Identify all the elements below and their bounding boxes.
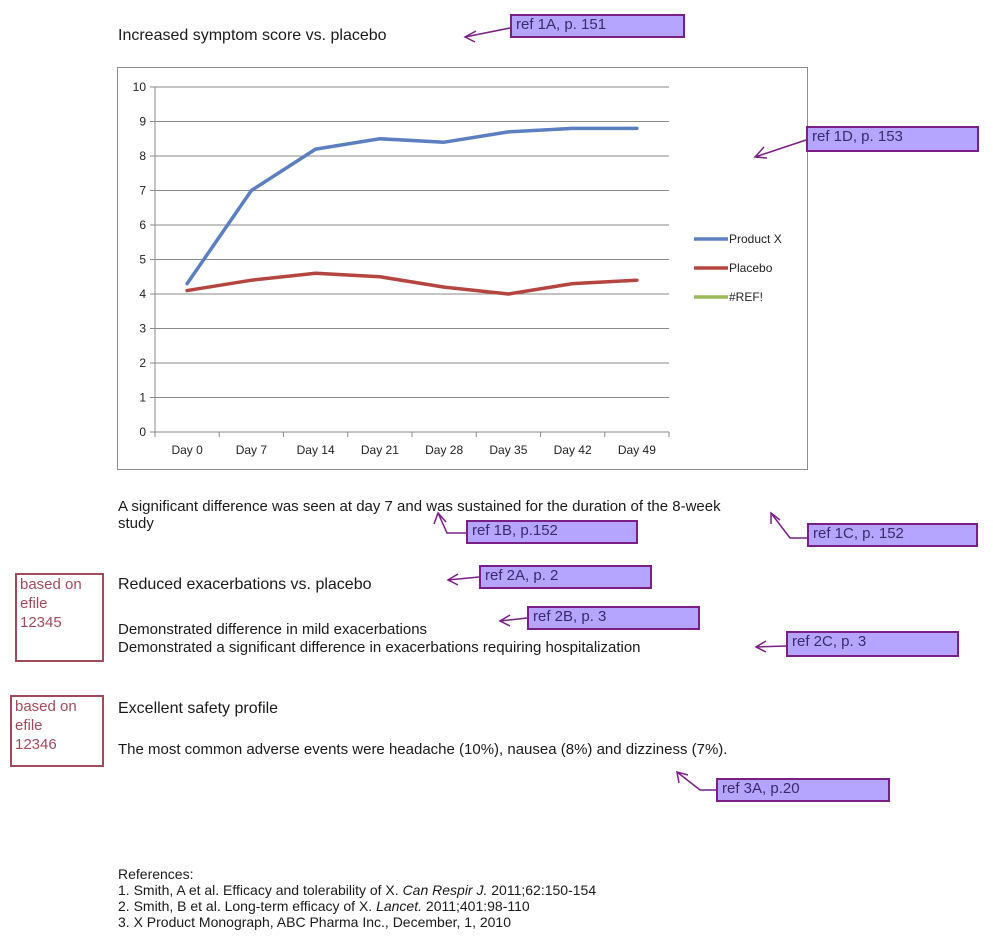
y-tick-label: 8 bbox=[139, 149, 146, 163]
y-tick-label: 7 bbox=[139, 183, 146, 198]
reference-1-citation: 2011;62:150-154 bbox=[487, 882, 597, 898]
efile-tag-12346: based on efile 12346 bbox=[10, 695, 104, 767]
legend-label: #REF! bbox=[729, 290, 764, 304]
reference-1-text: 1. Smith, A et al. Efficacy and tolerability of X. bbox=[118, 882, 403, 898]
y-tick-label: 10 bbox=[132, 80, 146, 94]
legend-label: Placebo bbox=[729, 261, 773, 275]
exacerbation-title: Reduced exacerbations vs. placebo bbox=[118, 576, 372, 593]
ref-tag-1b: ref 1B, p.152 bbox=[466, 520, 638, 544]
symptom-note-line2: study bbox=[118, 515, 154, 532]
arrow-1b bbox=[438, 513, 466, 533]
ref-tag-2c: ref 2C, p. 3 bbox=[786, 631, 959, 657]
arrow-2c bbox=[756, 646, 786, 647]
x-tick-label: Day 42 bbox=[553, 443, 592, 457]
ref-tag-1a: ref 1A, p. 151 bbox=[510, 14, 685, 38]
symptom-score-title: Increased symptom score vs. placebo bbox=[118, 27, 387, 44]
reference-2-text: 2. Smith, B et al. Long-term efficacy of X. bbox=[118, 898, 377, 914]
x-tick-label: Day 0 bbox=[171, 443, 203, 457]
reference-item-3: 3. X Product Monograph, ABC Pharma Inc., December, 1, 2010 bbox=[118, 914, 511, 930]
ref-tag-3a: ref 3A, p.20 bbox=[716, 778, 890, 802]
reference-2-journal: Lancet. bbox=[376, 898, 423, 914]
x-tick-label: Day 14 bbox=[296, 443, 335, 457]
y-tick-label: 4 bbox=[139, 287, 146, 301]
x-tick-label: Day 49 bbox=[617, 443, 656, 457]
y-tick-label: 1 bbox=[139, 390, 146, 405]
reference-1-journal: Can Respir J. bbox=[402, 882, 488, 898]
reference-item-1 bbox=[118, 882, 596, 898]
arrow-3a bbox=[677, 772, 716, 790]
x-tick-label: Day 28 bbox=[425, 443, 464, 457]
exacerbation-line2: Demonstrated a significant difference in exacerbations requiring hospitalization bbox=[118, 639, 641, 656]
y-tick-label: 0 bbox=[139, 425, 146, 439]
references-block bbox=[118, 866, 596, 930]
efile-tag-12345: based on efile 12345 bbox=[15, 573, 104, 662]
ref-tag-1c: ref 1C, p. 152 bbox=[807, 523, 978, 547]
exacerbation-line1: Demonstrated difference in mild exacerbations bbox=[118, 621, 428, 638]
safety-line: The most common adverse events were headache (10%), nausea (8%) and dizziness (7%). bbox=[118, 741, 728, 758]
x-tick-label: Day 35 bbox=[489, 443, 528, 457]
x-tick-label: Day 21 bbox=[360, 443, 399, 457]
y-tick-label: 6 bbox=[139, 218, 146, 232]
ref-tag-2b: ref 2B, p. 3 bbox=[527, 606, 700, 630]
x-tick-label: Day 7 bbox=[235, 443, 268, 457]
y-tick-label: 9 bbox=[139, 114, 146, 129]
y-tick-label: 3 bbox=[139, 321, 146, 336]
reference-2-citation: 2011;401:98-110 bbox=[422, 898, 530, 914]
references-heading: References: bbox=[118, 866, 194, 882]
legend-label: Product X bbox=[729, 232, 782, 246]
ref-tag-1d: ref 1D, p. 153 bbox=[806, 126, 979, 152]
safety-title: Excellent safety profile bbox=[118, 700, 279, 717]
ref-tag-2a: ref 2A, p. 2 bbox=[479, 565, 652, 589]
y-tick-label: 2 bbox=[139, 356, 146, 370]
reference-item-2 bbox=[118, 898, 596, 914]
y-tick-label: 5 bbox=[139, 252, 146, 267]
symptom-note-line1: A significant difference was seen at day 7 and was sustained for the duration of the 8-week bbox=[118, 498, 721, 515]
